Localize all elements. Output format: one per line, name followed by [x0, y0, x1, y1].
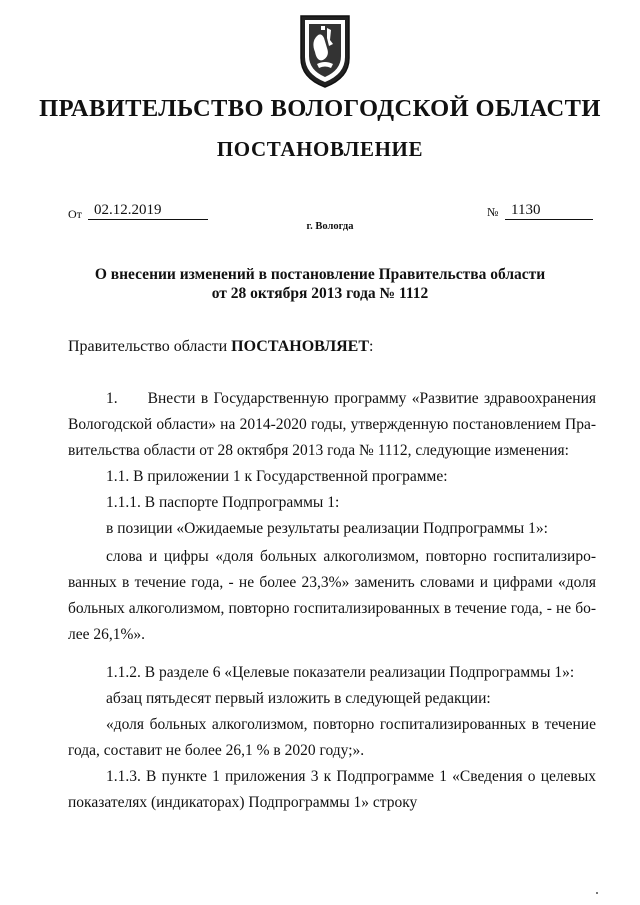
- replacement-line-3: больных алкоголизмом, повторно госпитализированных в течение года, - не бо-: [68, 600, 596, 617]
- quote-line-1: «доля больных алкоголизмом, повторно госпитализированных в течение: [106, 716, 596, 733]
- paragraph-1-number: 1.: [106, 390, 118, 407]
- paragraph-1-1-2: 1.1.2. В разделе 6 «Целевые показатели реализации Подпрограммы 1»:: [106, 664, 575, 681]
- document-title: [0, 265, 640, 303]
- city: г. Вологда: [306, 221, 354, 232]
- paragraph-1-1-1: 1.1.1. В паспорте Подпрограммы 1:: [106, 494, 340, 511]
- section-1-1-2: [68, 660, 596, 816]
- document-type: ПОСТАНОВЛЕНИЕ: [216, 137, 424, 161]
- body-paragraphs: [68, 386, 596, 542]
- date-label: От: [68, 207, 82, 221]
- title-line-1: О внесении изменений в постановление Правительства области: [94, 266, 546, 283]
- quote-line-2: года, составит не более 26,1 % в 2020 году;».: [68, 742, 365, 759]
- coat-of-arms-icon: [297, 12, 353, 90]
- preamble-text: Правительство области: [68, 338, 232, 355]
- replacement-line-1: слова и цифры «доля больных алкоголизмом, повторно госпитализиро-: [106, 548, 596, 565]
- preamble-keyword: ПОСТАНОВЛЯЕТ: [231, 338, 370, 355]
- paragraph-1-1-1-position: в позиции «Ожидаемые результаты реализации Подпрограммы 1»:: [106, 520, 548, 537]
- replacement-line-4: лее 26,1%».: [68, 626, 146, 643]
- paragraph-1-1-3-line-2: показателях (индикаторах) Подпрограммы 1» строку: [68, 794, 418, 811]
- scan-dot: [596, 892, 598, 894]
- preamble-tail: :: [369, 338, 374, 355]
- replacement-line-2: ванных в течение года, - не более 23,3%» заменить словами и цифрами «доля: [68, 574, 596, 591]
- paragraph-1-1-2-instruction: абзац пятьдесят первый изложить в следующей редакции:: [106, 690, 491, 707]
- paragraph-1-line-2: Вологодской области» на 2014-2020 годы, утвержденную постановлением Пра-: [68, 416, 596, 433]
- number-label: №: [487, 205, 499, 219]
- paragraph-1-1: 1.1. В приложении 1 к Государственной программе:: [106, 468, 448, 485]
- paragraph-1-text: Внести в Государственную программу «Развитие здравоохранения: [147, 390, 596, 407]
- title-line-2: от 28 октября 2013 года № 1112: [211, 285, 429, 302]
- organization-name: ПРАВИТЕЛЬСТВО ВОЛОГОДСКОЙ ОБЛАСТИ: [39, 95, 601, 122]
- document-number: 1130: [505, 201, 593, 220]
- paragraph-1-1-3-line-1: 1.1.3. В пункте 1 приложения 3 к Подпрограмме 1 «Сведения о целевых: [106, 768, 596, 785]
- paragraph-1-line-3: вительства области от 28 октября 2013 года № 1112, следующие изменения:: [68, 442, 569, 459]
- replacement-paragraph: [68, 544, 596, 648]
- preamble: [68, 338, 373, 356]
- paragraph-1-line-1: [68, 386, 596, 412]
- document-date: 02.12.2019: [88, 201, 208, 220]
